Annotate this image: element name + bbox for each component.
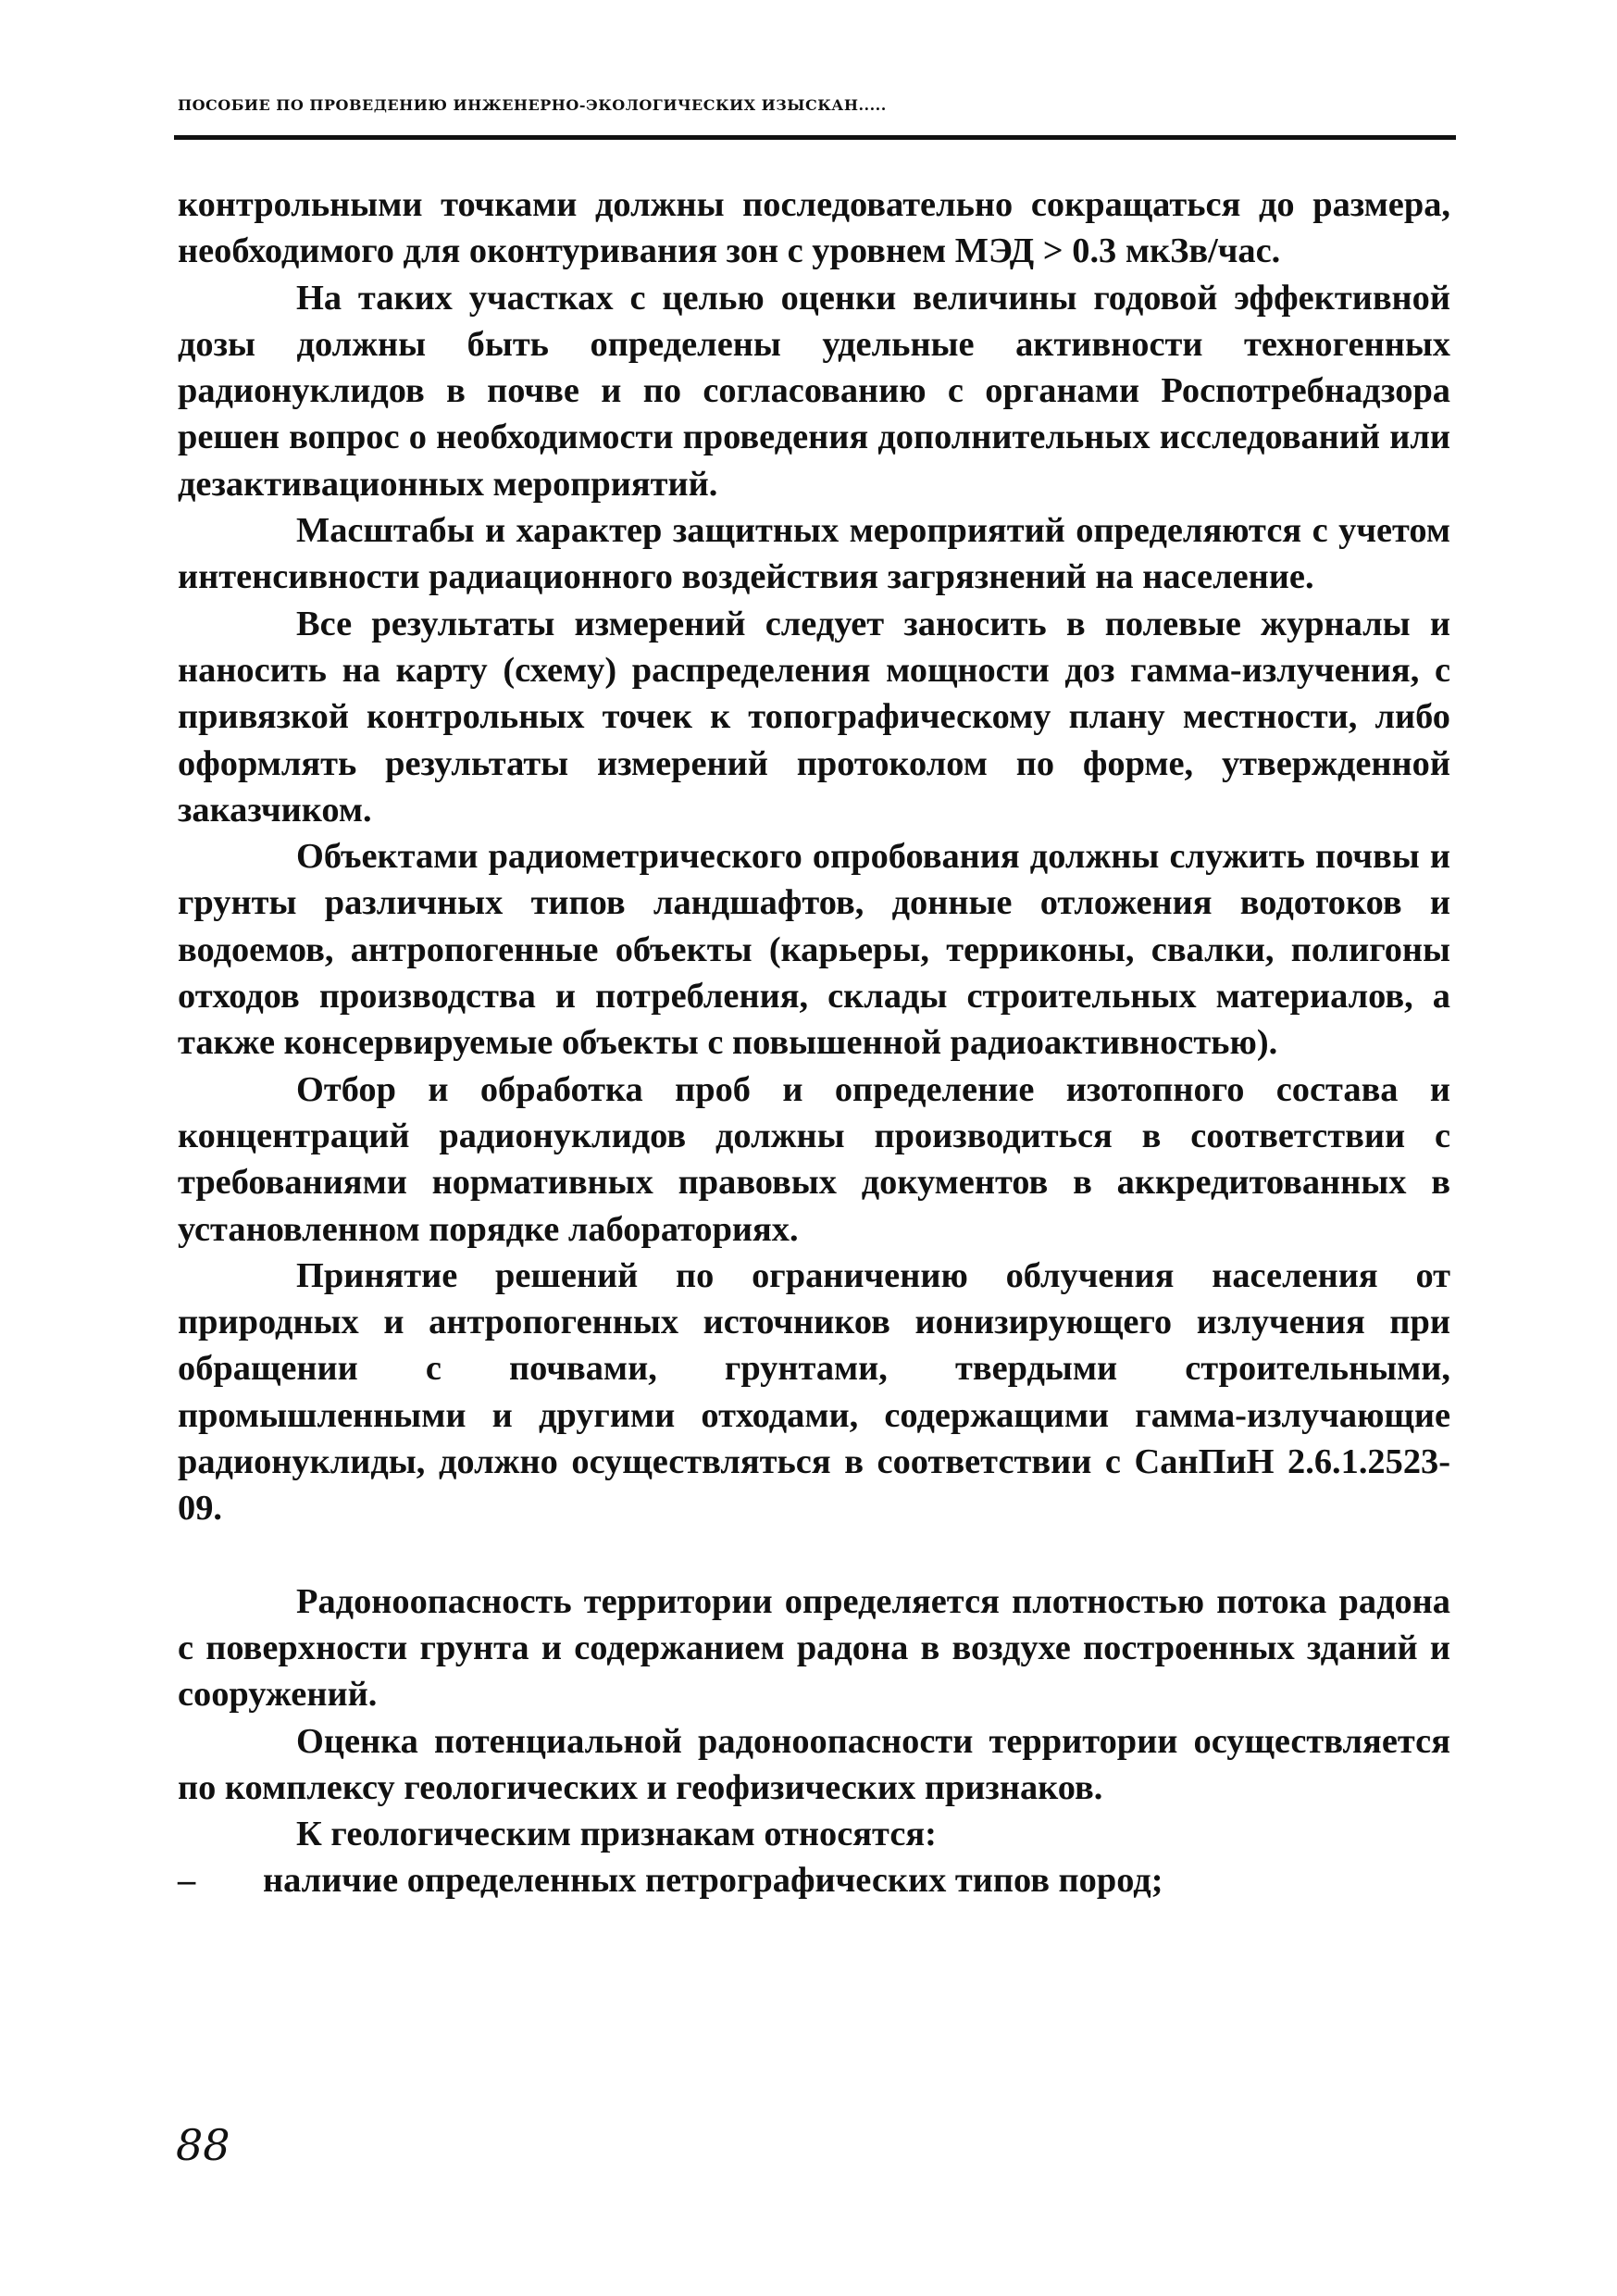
body-text [178,181,1450,1904]
list-dash-marker: – [178,1861,196,1901]
paragraph-measurement-results: Все результаты измерений следует заносить в полевые журналы и наносить на карту (схему) распределения мощности доз гамма-излучения, с привязкой контрольных точек к топографическому плану местности, либо оформлять результаты измерений протоколом по форме, утвержденной заказчиком. [178,604,1450,830]
paragraph-protective-measures: Масштабы и характер защитных мероприятий определяются с учетом интенсивности радиационного воздействия загрязнений на население. [178,511,1450,597]
paragraph-radon-hazard: Радоноопасность территории определяется плотностью потока радона с поверхности грунта и содержанием радона в воздухе построенных зданий и сооружений. [178,1581,1450,1715]
header-rule [174,135,1456,140]
paragraph-sampling-objects: Объектами радиометрического опробования должны служить почвы и грунты различных типов ландшафтов, донные отложения водотоков и водоемов, антропогенные объекты (карьеры, терриконы, свалки, полигоны отходов производства и потребления, склады строительных материалов, а также консервируемые объекты с повышенной радиоактивностью). [178,837,1450,1063]
page-number: 88 [176,2120,230,2170]
paragraph-effective-dose: На таких участках с целью оценки величины годовой эффективной дозы должны быть определены удельные активности техногенных радионуклидов в почве и по согласованию с органами Роспотребнадзора решен вопрос о необходимости проведения дополнительных исследований или дезактивационных мероприятий. [178,278,1450,504]
paragraph-exposure-decisions: Принятие решений по ограничению облучения населения от природных и антропогенных источников ионизирующего излучения при обращении с почвами, грунтами, твердыми строительными, промышленными и другими отходами, содержащими гамма-излучающие радионуклиды, должно осуществляться в соответствии с СанПиН 2.6.1.2523-09. [178,1255,1450,1529]
paragraph-continuation: контрольными точками должны последовательно сокращаться до размера, необходимого для оконтуривания зон с уровнем МЭД > 0.3 мкЗв/час. [178,185,1450,271]
paragraph-radon-assessment: Оценка потенциальной радоноопасности территории осуществляется по комплексу геологических и геофизических признаков. [178,1721,1450,1807]
running-header: ПОСОБИЕ ПО ПРОВЕДЕНИЮ ИНЖЕНЕРНО-ЭКОЛОГИЧЕСКИХ ИЗЫСКАН..... [178,96,887,114]
paragraph-sample-processing: Отбор и обработка проб и определение изотопного состава и концентраций радионуклидов должны производиться в соответствии с требованиями нормативных правовых документов в аккредитованных в установленном порядке лабораториях. [178,1069,1450,1249]
list-item-text: наличие определенных петрографических типов пород; [263,1861,1163,1901]
paragraph-geological-signs-intro: К геологическим признакам относятся: [296,1815,937,1854]
list-item [178,1857,1450,1903]
